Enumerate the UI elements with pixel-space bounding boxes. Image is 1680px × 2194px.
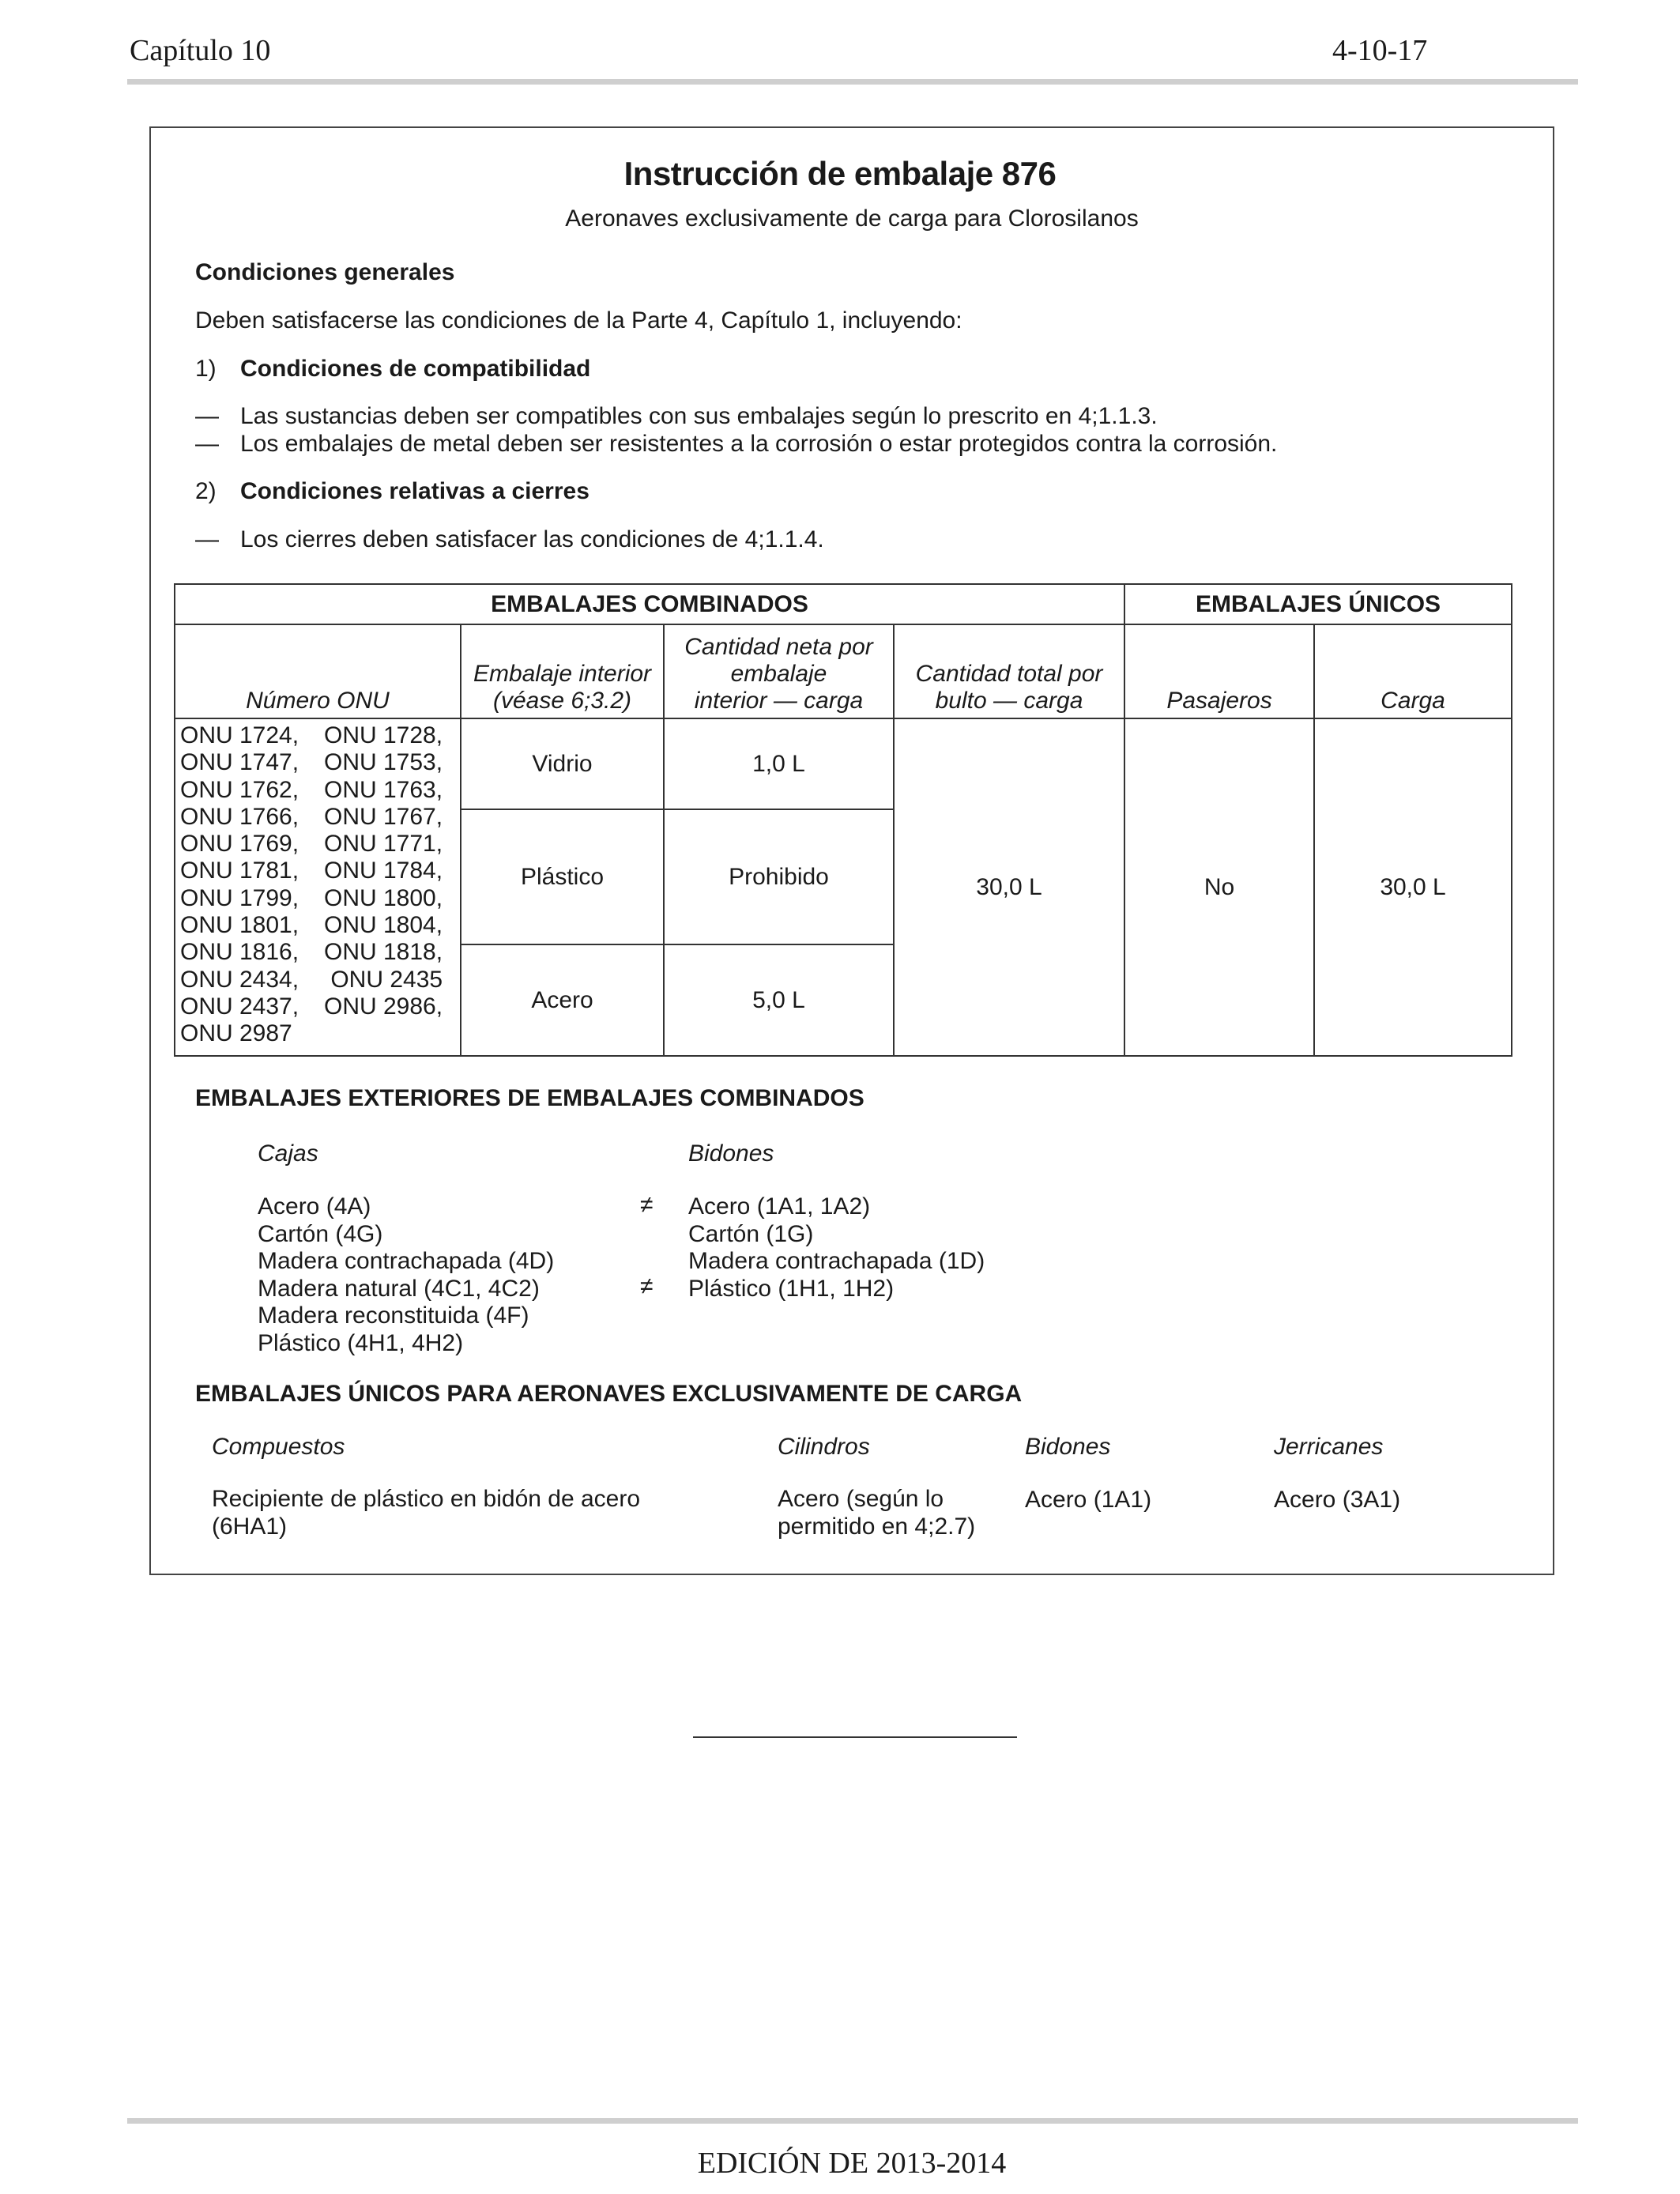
total-quantity: 30,0 L	[894, 718, 1124, 1056]
list-item: Acero (4A)	[258, 1193, 371, 1220]
inner-qty-plastic: Prohibido	[664, 809, 894, 944]
header-rule	[127, 79, 1578, 85]
un-row: ONU 1799, ONU 1800,	[180, 884, 443, 911]
packaging-table	[174, 583, 1512, 1057]
un-row: ONU 1769, ONU 1771,	[180, 831, 443, 858]
list-item: Plástico (1H1, 1H2)	[688, 1275, 895, 1302]
un-row: ONU 1816, ONU 1818,	[180, 939, 443, 966]
column-un-number: Número ONU	[175, 624, 461, 718]
single-drums-value: Acero (1A1)	[1025, 1487, 1152, 1513]
footer-rule	[127, 2118, 1578, 2124]
un-row: ONU 1781, ONU 1784,	[180, 858, 443, 884]
cylinders-label: Cilindros	[778, 1434, 870, 1460]
column-passenger: Pasajeros	[1124, 624, 1314, 718]
un-row: ONU 2987	[180, 1020, 292, 1047]
column-net-quantity: Cantidad neta por embalaje interior — carga	[664, 624, 894, 718]
edition-label: EDICIÓN DE 2013-2014	[697, 2147, 1007, 2180]
jerricans-value: Acero (3A1)	[1274, 1487, 1401, 1513]
column-total-quantity: Cantidad total por bulto — carga	[894, 624, 1124, 718]
un-row: ONU 1747, ONU 1753,	[180, 749, 443, 776]
not-equal-symbol: ≠	[640, 1273, 654, 1299]
condition-1-item: Las sustancias deben ser compatibles con sus embalajes según lo prescrito en 4;1.1.3.	[240, 403, 1158, 429]
inner-qty-glass: 1,0 L	[664, 718, 894, 809]
not-equal-symbol: ≠	[640, 1192, 654, 1218]
column-cargo: Carga	[1314, 624, 1512, 718]
section-end-line	[693, 1736, 1017, 1738]
inner-material-steel: Acero	[461, 944, 664, 1056]
condition-1-title: Condiciones de compatibilidad	[240, 356, 591, 382]
drums-list	[688, 1193, 985, 1302]
page-number: 4-10-17	[1332, 34, 1428, 67]
outer-packagings-heading: EMBALAJES EXTERIORES DE EMBALAJES COMBINADOS	[195, 1085, 864, 1111]
list-item: Madera reconstituida (4F)	[258, 1302, 529, 1329]
list-item: Cartón (1G)	[688, 1220, 814, 1247]
composites-label: Compuestos	[212, 1434, 345, 1460]
condition-2-number: 2)	[195, 478, 217, 504]
list-item: Plástico (4H1, 4H2)	[258, 1329, 464, 1356]
general-conditions-intro: Deben satisfacerse las condiciones de la Parte 4, Capítulo 1, incluyendo:	[195, 307, 962, 334]
un-row: ONU 1801, ONU 1804,	[180, 912, 443, 939]
un-row: ONU 1766, ONU 1767,	[180, 803, 443, 830]
composites-value: Recipiente de plástico en bidón de acero (6HA1)	[212, 1486, 641, 1540]
combined-packagings-header: EMBALAJES COMBINADOS	[175, 584, 1124, 624]
un-row: ONU 2434, ONU 2435	[180, 966, 443, 993]
cylinders-value: Acero (según lo permitido en 4;2.7)	[778, 1486, 976, 1540]
list-item: Madera natural (4C1, 4C2)	[258, 1275, 540, 1302]
condition-1-number: 1)	[195, 356, 217, 382]
un-row: ONU 2437, ONU 2986,	[180, 993, 443, 1020]
inner-material-glass: Vidrio	[461, 718, 664, 809]
condition-2-title: Condiciones relativas a cierres	[240, 478, 590, 504]
dash: —	[195, 431, 219, 457]
single-drums-label: Bidones	[1025, 1434, 1111, 1460]
condition-1-item: Los embalajes de metal deben ser resistentes a la corrosión o estar protegidos contra la corrosión.	[240, 431, 1278, 457]
single-packagings-heading: EMBALAJES ÚNICOS PARA AERONAVES EXCLUSIVAMENTE DE CARGA	[195, 1381, 1023, 1407]
condition-2-item: Los cierres deben satisfacer las condiciones de 4;1.1.4.	[240, 526, 824, 552]
list-item: Madera contrachapada (1D)	[688, 1248, 985, 1274]
inner-qty-steel: 5,0 L	[664, 944, 894, 1056]
drums-label: Bidones	[688, 1140, 774, 1167]
single-packagings-header: EMBALAJES ÚNICOS	[1124, 584, 1512, 624]
column-inner-packaging: Embalaje interior (véase 6;3.2)	[461, 624, 664, 718]
dash: —	[195, 526, 219, 552]
chapter-label: Capítulo 10	[130, 34, 271, 67]
instruction-subtitle: Aeronaves exclusivamente de carga para Clorosilanos	[565, 205, 1139, 232]
boxes-label: Cajas	[258, 1140, 318, 1167]
list-item: Cartón (4G)	[258, 1220, 383, 1247]
dash: —	[195, 403, 219, 429]
boxes-list	[258, 1193, 554, 1357]
general-conditions-heading: Condiciones generales	[195, 259, 455, 285]
passenger-value: No	[1124, 718, 1314, 1056]
instruction-title: Instrucción de embalaje 876	[623, 155, 1057, 192]
list-item: Madera contrachapada (4D)	[258, 1248, 555, 1274]
list-item: Acero (1A1, 1A2)	[688, 1193, 871, 1220]
cargo-value: 30,0 L	[1314, 718, 1512, 1056]
un-row: ONU 1724, ONU 1728,	[180, 722, 443, 748]
inner-material-plastic: Plástico	[461, 809, 664, 944]
un-row: ONU 1762, ONU 1763,	[180, 776, 443, 803]
un-number-list	[175, 718, 461, 1056]
jerricans-label: Jerricanes	[1274, 1434, 1384, 1460]
